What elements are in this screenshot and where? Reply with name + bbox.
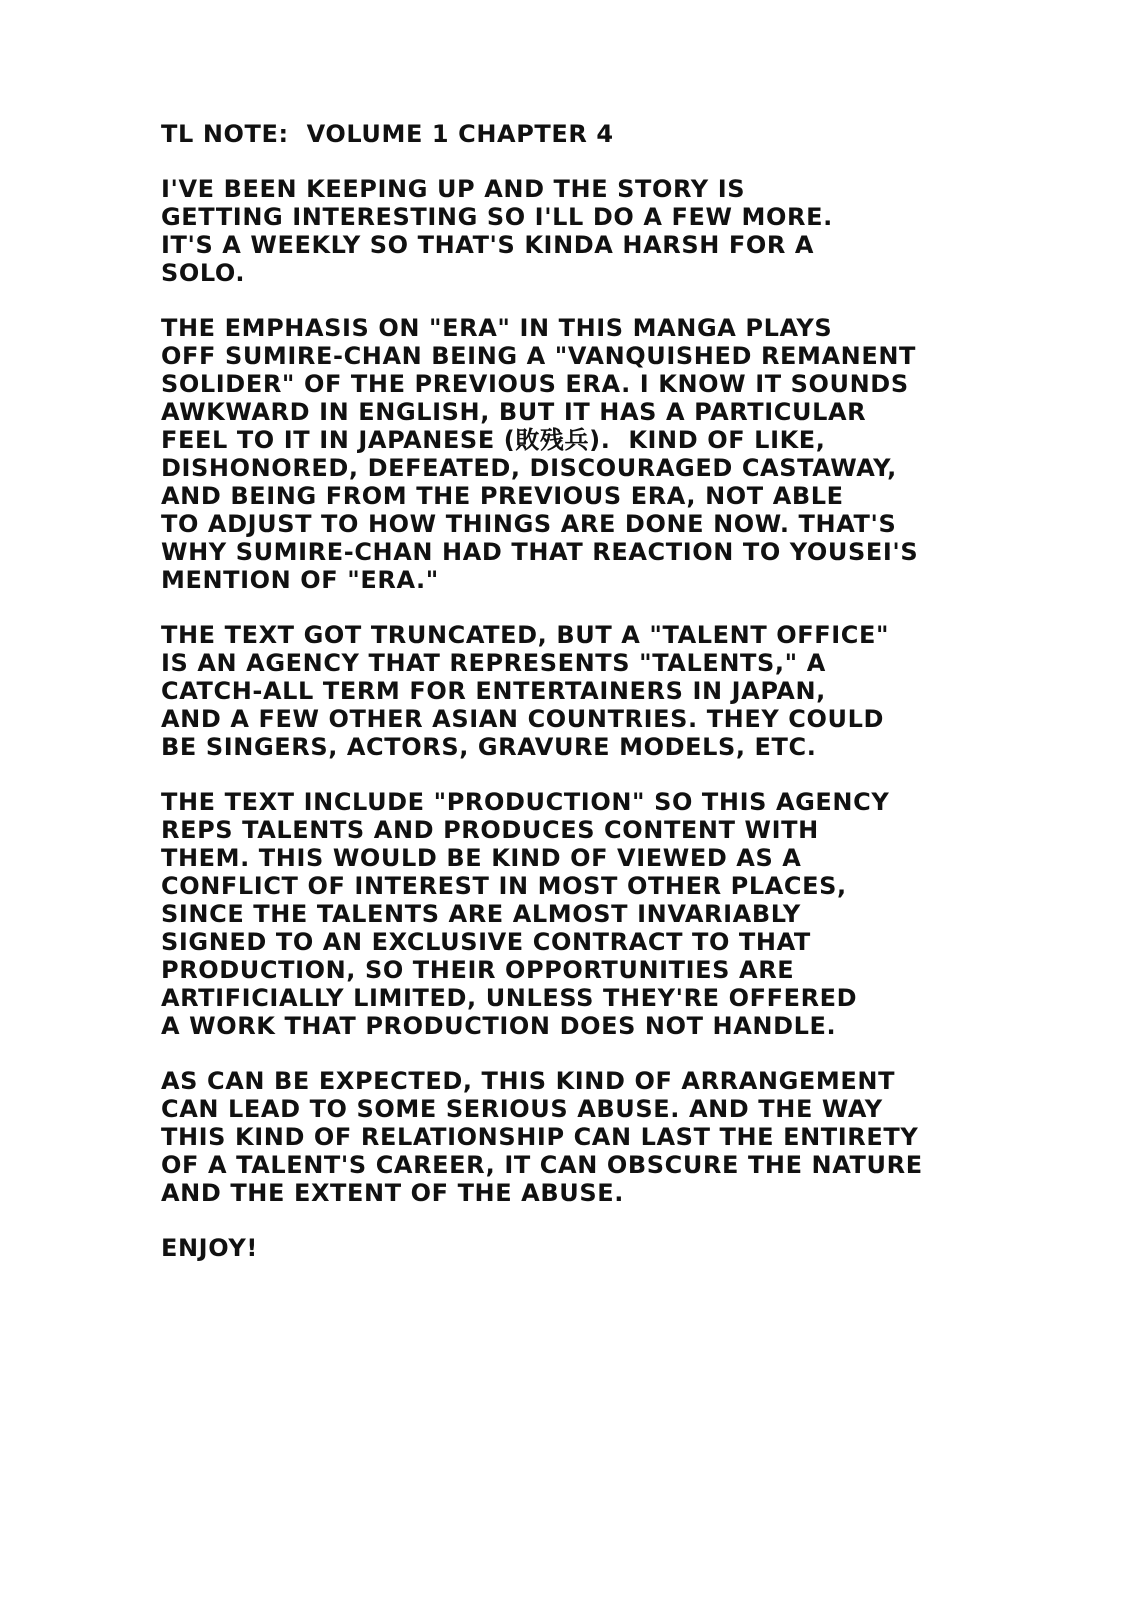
- text-line: FEEL TO IT IN JAPANESE (敗残兵). KIND OF LIKE,: [161, 426, 826, 454]
- text-line: BE SINGERS, ACTORS, GRAVURE MODELS, ETC.: [161, 733, 817, 761]
- translation-note: [161, 120, 1041, 1289]
- text-line: REPS TALENTS AND PRODUCES CONTENT WITH: [161, 816, 819, 844]
- text-line: IT'S A WEEKLY SO THAT'S KINDA HARSH FOR A: [161, 231, 815, 259]
- text-line: I'VE BEEN KEEPING UP AND THE STORY IS: [161, 175, 746, 203]
- text-line: THE EMPHASIS ON "ERA" IN THIS MANGA PLAYS: [161, 314, 833, 342]
- text-line: GETTING INTERESTING SO I'LL DO A FEW MORE.: [161, 203, 833, 231]
- text-line: CAN LEAD TO SOME SERIOUS ABUSE. AND THE WAY: [161, 1095, 883, 1123]
- text-line: CATCH-ALL TERM FOR ENTERTAINERS IN JAPAN,: [161, 677, 826, 705]
- text-line: AND BEING FROM THE PREVIOUS ERA, NOT ABLE: [161, 482, 844, 510]
- text-line: AND A FEW OTHER ASIAN COUNTRIES. THEY COULD: [161, 705, 885, 733]
- text-line: SOLO.: [161, 259, 246, 287]
- text-line: CONFLICT OF INTEREST IN MOST OTHER PLACES,: [161, 872, 847, 900]
- text-line: THE TEXT GOT TRUNCATED, BUT A "TALENT OFFICE": [161, 621, 890, 649]
- text-line: AND THE EXTENT OF THE ABUSE.: [161, 1179, 624, 1207]
- text-line: AS CAN BE EXPECTED, THIS KIND OF ARRANGEMENT: [161, 1067, 896, 1095]
- text-line: PRODUCTION, SO THEIR OPPORTUNITIES ARE: [161, 956, 795, 984]
- text-line: SINCE THE TALENTS ARE ALMOST INVARIABLY: [161, 900, 801, 928]
- text-line: SOLIDER" OF THE PREVIOUS ERA. I KNOW IT SOUNDS: [161, 370, 909, 398]
- paragraph-talent-office: [161, 621, 1041, 761]
- text-line: THIS KIND OF RELATIONSHIP CAN LAST THE ENTIRETY: [161, 1123, 919, 1151]
- paragraph-production: [161, 788, 1041, 1040]
- text-line: AWKWARD IN ENGLISH, BUT IT HAS A PARTICULAR: [161, 398, 867, 426]
- text-line: ENJOY!: [161, 1234, 258, 1262]
- paragraph-era: [161, 314, 1041, 594]
- text-line: THEM. THIS WOULD BE KIND OF VIEWED AS A: [161, 844, 802, 872]
- text-line: WHY SUMIRE-CHAN HAD THAT REACTION TO YOUSEI'S: [161, 538, 919, 566]
- text-line: OF A TALENT'S CAREER, IT CAN OBSCURE THE NATURE: [161, 1151, 923, 1179]
- text-line: IS AN AGENCY THAT REPRESENTS "TALENTS," A: [161, 649, 826, 677]
- text-line: MENTION OF "ERA.": [161, 566, 439, 594]
- text-line: OFF SUMIRE-CHAN BEING A "VANQUISHED REMANENT: [161, 342, 917, 370]
- text-line: ARTIFICIALLY LIMITED, UNLESS THEY'RE OFFERED: [161, 984, 858, 1012]
- paragraph-intro: [161, 175, 1041, 287]
- text-line: TO ADJUST TO HOW THINGS ARE DONE NOW. THAT'S: [161, 510, 897, 538]
- text-line: THE TEXT INCLUDE "PRODUCTION" SO THIS AGENCY: [161, 788, 890, 816]
- paragraph-signoff: [161, 1234, 1041, 1262]
- text-line: SIGNED TO AN EXCLUSIVE CONTRACT TO THAT: [161, 928, 811, 956]
- text-line: A WORK THAT PRODUCTION DOES NOT HANDLE.: [161, 1012, 837, 1040]
- paragraph-abuse: [161, 1067, 1041, 1207]
- text-line: DISHONORED, DEFEATED, DISCOURAGED CASTAWAY,: [161, 454, 897, 482]
- note-heading: TL NOTE: VOLUME 1 CHAPTER 4: [161, 120, 614, 148]
